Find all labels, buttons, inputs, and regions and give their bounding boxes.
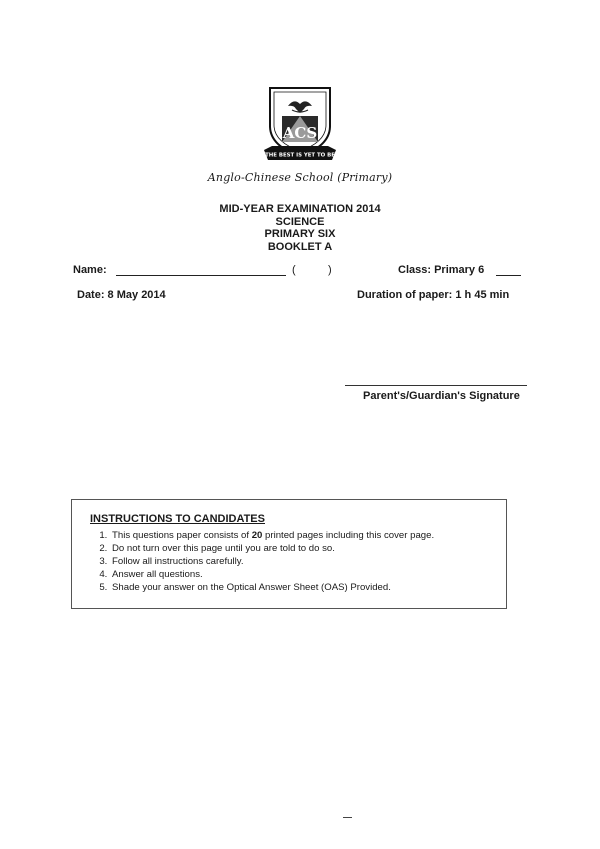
instruction-item: 2. Do not turn over this page until you are told to do so. [110,542,434,555]
class-label: Class: Primary 6 [398,264,485,276]
exam-titles [0,203,600,253]
exam-duration: Duration of paper: 1 h 45 min [357,289,510,301]
exam-subject: SCIENCE [275,215,325,228]
index-close: ) [328,264,332,276]
instruction-item: 4. Answer all questions. [110,568,434,581]
school-name: Anglo-Chinese School (Primary) [207,171,393,184]
class-field[interactable] [496,275,521,276]
exam-level: PRIMARY SIX [264,228,336,240]
name-row [73,264,543,280]
instructions-box [71,499,507,609]
exam-title: MID-YEAR EXAMINATION 2014 [219,203,381,215]
exam-booklet: BOOKLET A [267,240,333,253]
name-field[interactable] [116,275,286,276]
instruction-item: 5. Shade your answer on the Optical Answer Sheet (OAS) Provided. [110,581,434,594]
scan-mark [343,817,352,818]
crest-letters: ACS [282,124,318,142]
instructions-list [90,529,434,594]
exam-date: Date: 8 May 2014 [77,289,166,301]
signature-label: Parent's/Guardian's Signature [363,390,520,402]
instructions-title: INSTRUCTIONS TO CANDIDATES [90,513,265,525]
school-crest [262,84,338,166]
school-motto: THE BEST IS YET TO BE [265,152,335,159]
index-number-field[interactable] [301,264,323,276]
signature-field[interactable] [345,385,527,386]
instruction-item: 3. Follow all instructions carefully. [110,555,434,568]
index-open: ( [292,264,296,276]
instruction-item: 1. This questions paper consists of 20 printed pages including this cover page. [110,529,434,542]
name-label: Name: [73,264,107,276]
